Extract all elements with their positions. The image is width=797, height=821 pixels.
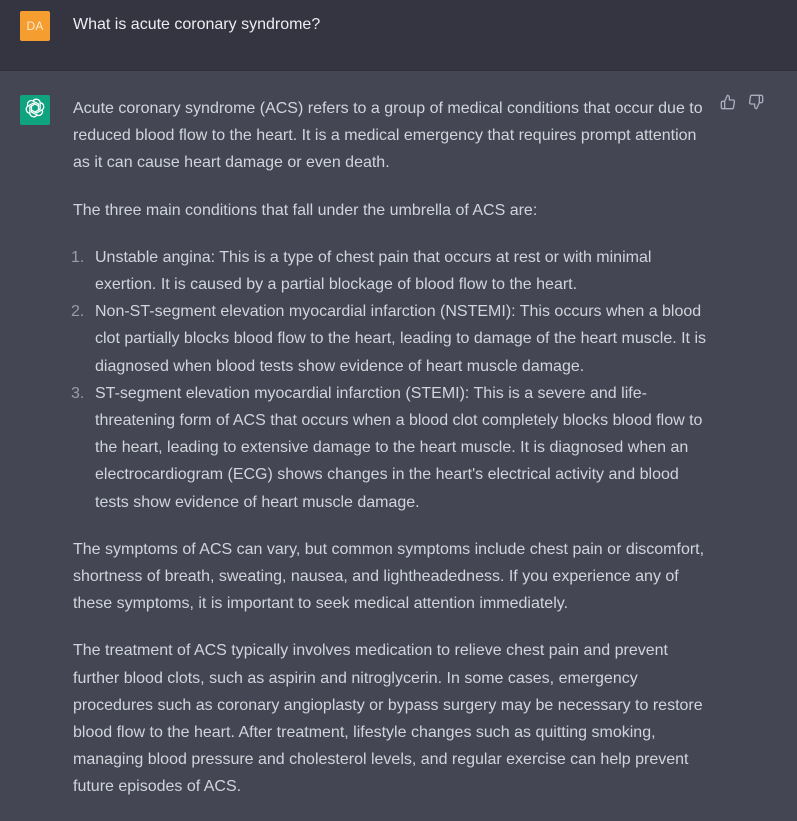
list-item-number: 3. [71, 384, 85, 402]
list-intro-paragraph: The three main conditions that fall under the umbrella of ACS are: [73, 201, 538, 219]
assistant-message-content [73, 95, 713, 821]
list-item [73, 244, 713, 298]
thumbs-up-button[interactable] [720, 96, 736, 112]
assistant-message-row [0, 71, 797, 819]
intro-paragraph: Acute coronary syndrome (ACS) refers to a group of medical conditions that occur due to reduced blood flow to the heart. It is a medical emergency that requires prompt attention as it can cause heart damage or even death. [73, 100, 703, 172]
assistant-avatar [20, 95, 50, 125]
list-item-number: 2. [71, 303, 85, 321]
user-avatar-initials: DA [26, 19, 44, 33]
list-item [73, 298, 713, 380]
list-item-number: 1. [71, 248, 85, 266]
list-item [73, 380, 713, 516]
conditions-list [73, 244, 713, 516]
list-item-text: Unstable angina: This is a type of chest pain that occurs at rest or with minimal exertion. It is caused by a partial blockage of blood flow to the heart. [95, 248, 652, 294]
thumbs-down-icon [748, 94, 764, 115]
user-message-row [0, 0, 797, 71]
list-item-text: Non-ST-segment elevation myocardial infarction (NSTEMI): This occurs when a blood clot partially blocks blood flow to the heart, leading to damage of the heart muscle. It is diagnosed when blood tests show evidence of heart muscle damage. [95, 303, 706, 375]
openai-logo-icon [24, 97, 46, 124]
feedback-buttons [720, 96, 764, 112]
thumbs-down-button[interactable] [748, 96, 764, 112]
treatment-paragraph: The treatment of ACS typically involves medication to relieve chest pain and prevent further blood clots, such as aspirin and nitroglycerin. In some cases, emergency procedures such as coronary angioplasty or bypass surgery may be necessary to restore blood flow to the heart. After treatment, lifestyle changes such as quitting smoking, managing blood pressure and cholesterol levels, and regular exercise can help prevent future episodes of ACS. [73, 642, 703, 796]
user-message-text: What is acute coronary syndrome? [73, 16, 321, 33]
list-item-text: ST-segment elevation myocardial infarction (STEMI): This is a severe and life-threatening form of ACS that occurs when a blood clot completely blocks blood flow to the heart, leading to extensive damage to the heart muscle. It is diagnosed when an electrocardiogram (ECG) shows changes in the heart's electrical activity and blood tests show evidence of heart muscle damage. [95, 384, 703, 511]
thumbs-up-icon [720, 94, 736, 115]
user-avatar [20, 11, 50, 41]
symptoms-paragraph: The symptoms of ACS can vary, but common symptoms include chest pain or discomfort, shortness of breath, sweating, nausea, and lightheadedness. If you experience any of these symptoms, it is important to seek medical attention immediately. [73, 540, 705, 613]
